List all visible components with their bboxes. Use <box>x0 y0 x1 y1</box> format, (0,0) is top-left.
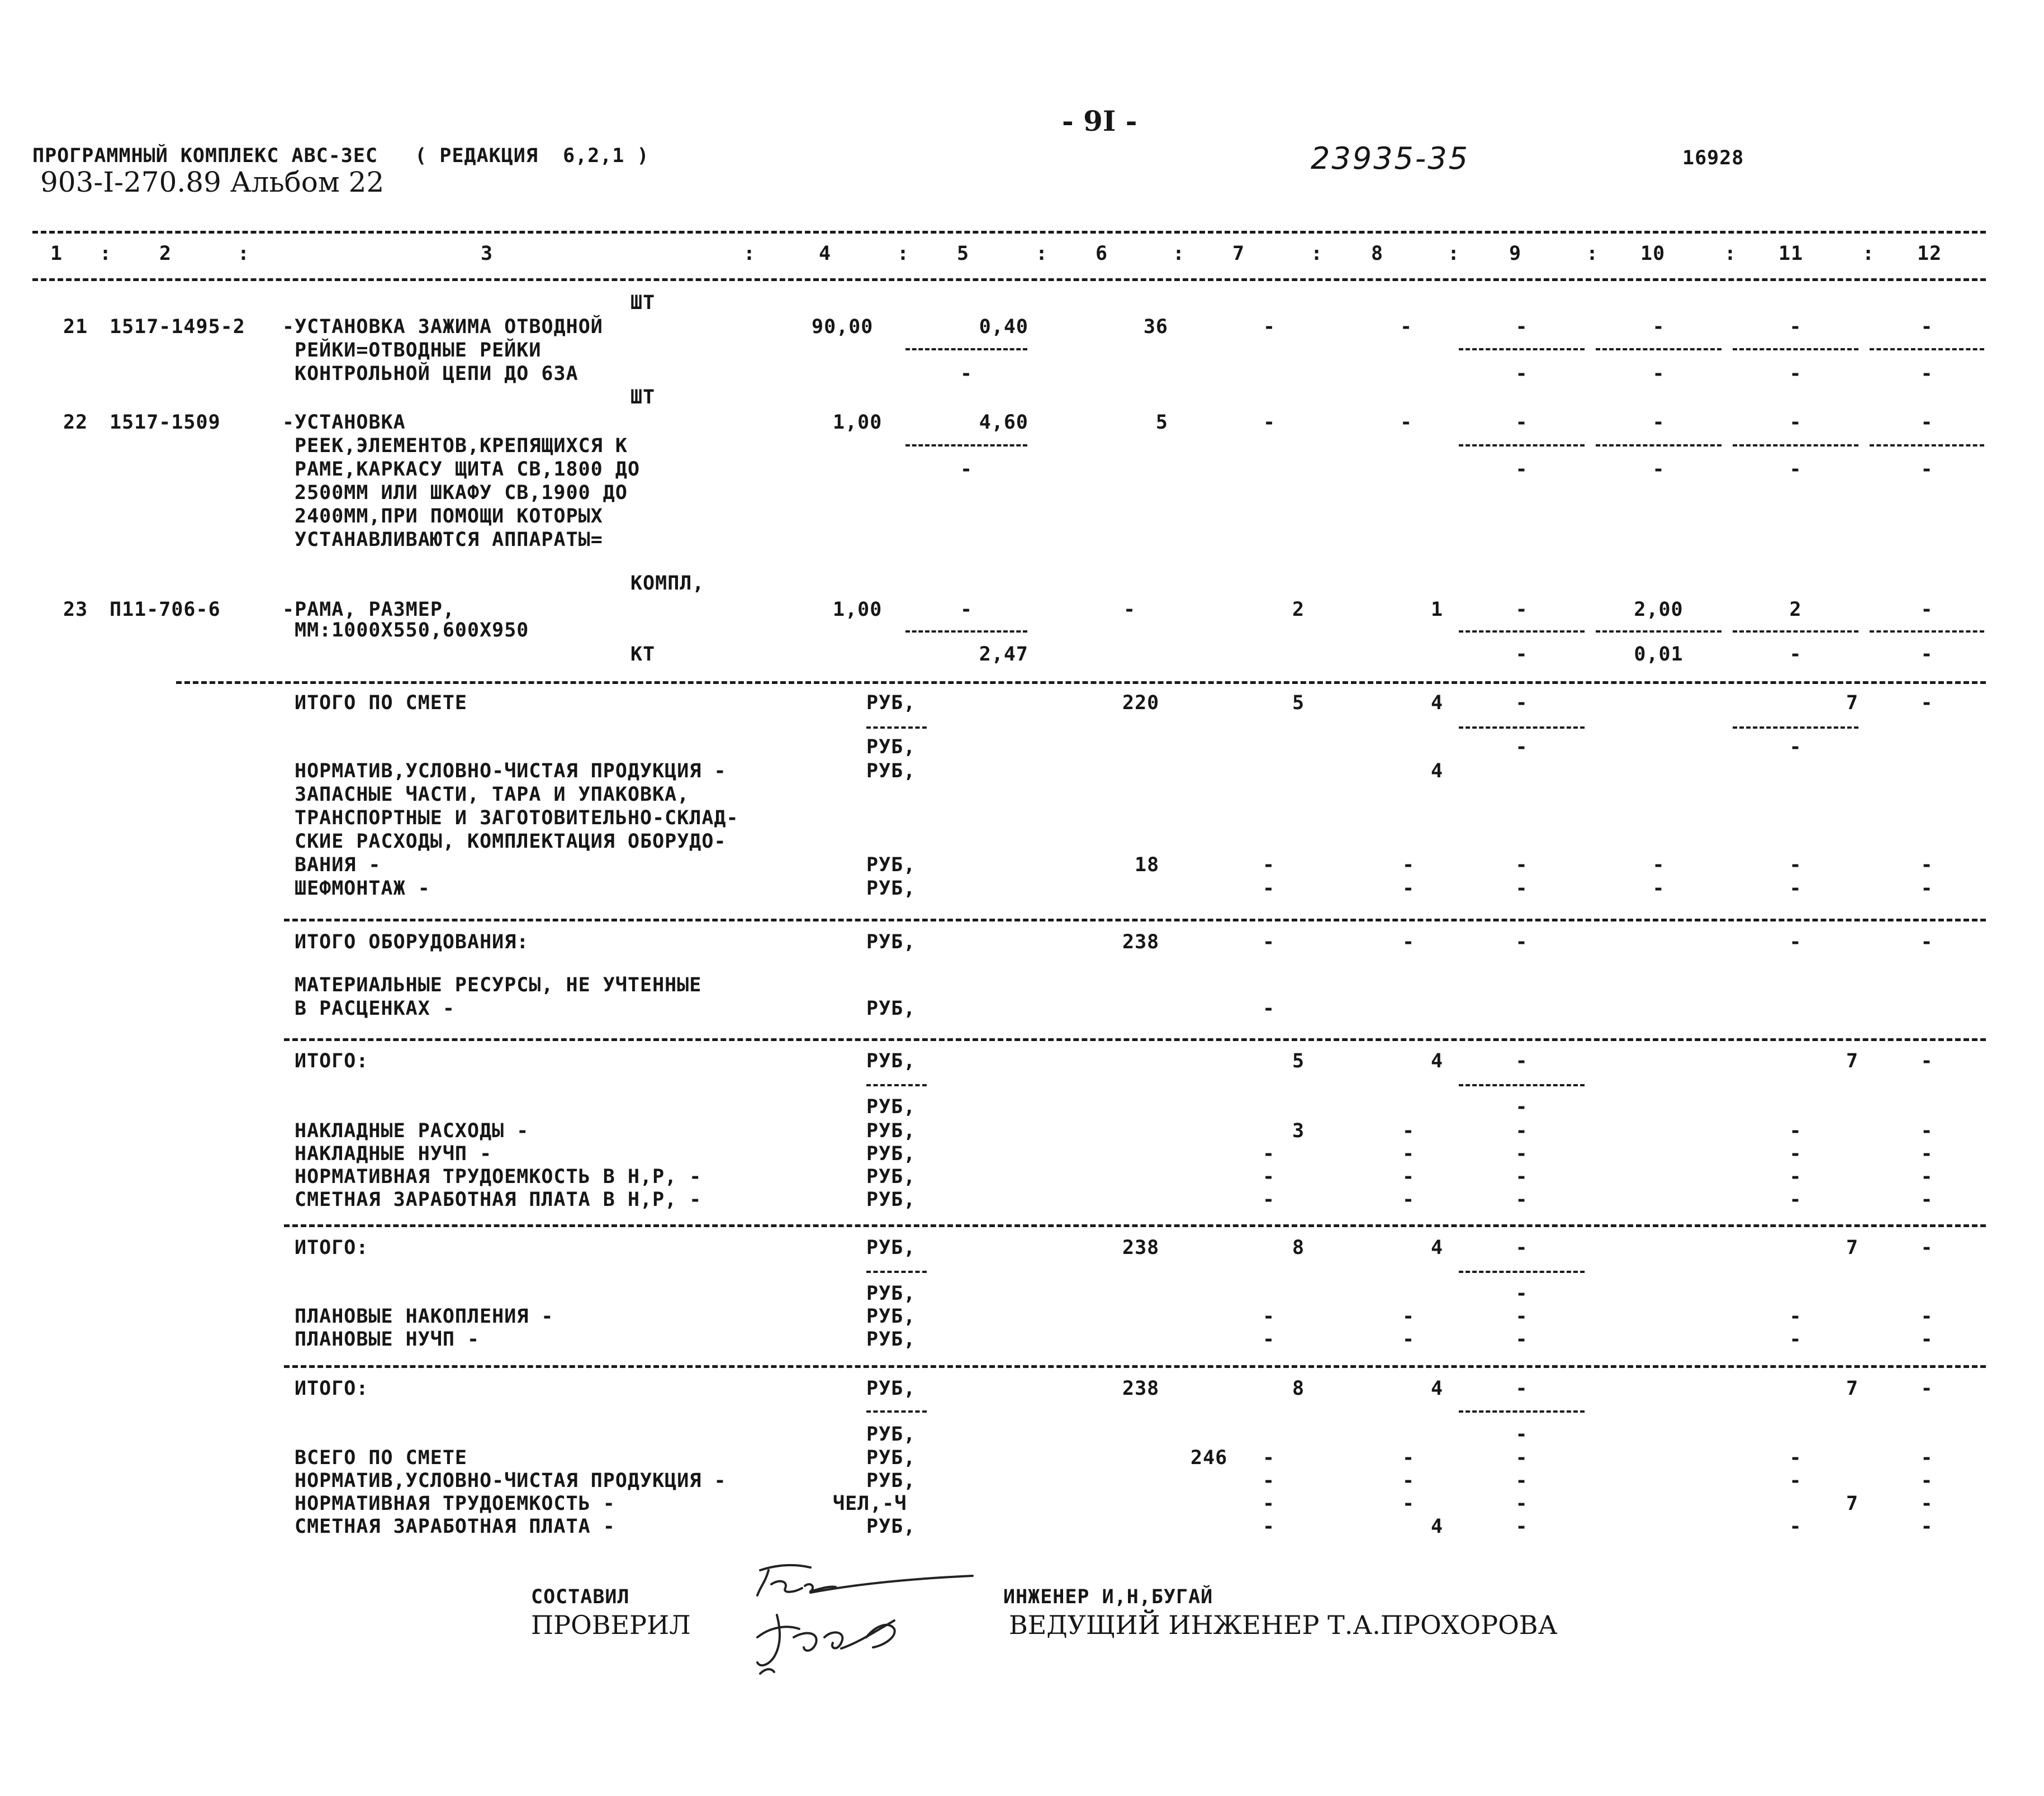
cell-divider <box>1733 348 1858 350</box>
summary-label: ИТОГО: <box>295 1377 369 1400</box>
cell-col9: - <box>1515 598 1528 621</box>
summary-unit: РУБ, <box>866 997 916 1020</box>
handwritten-signatures <box>727 1553 995 1693</box>
summary-value: - <box>1515 1493 1528 1515</box>
cell-col11-bottom: - <box>1789 458 1802 481</box>
summary-label: ИТОГО: <box>295 1050 369 1072</box>
summary-value: 5 <box>1292 692 1305 714</box>
item-description-line: ММ:1000Х550,600Х950 <box>295 619 529 642</box>
document-number: 23935-35 <box>1311 141 1469 176</box>
summary-value: - <box>1515 692 1528 714</box>
summary-value: 7 <box>1846 1493 1859 1515</box>
summary-unit: РУБ, <box>866 1120 916 1142</box>
cell-divider <box>1459 444 1585 446</box>
header-rule-bottom <box>32 278 1986 281</box>
cell-col12-bottom: - <box>1920 363 1933 385</box>
summary-label: СМЕТНАЯ ЗАРАБОТНАЯ ПЛАТА В Н,Р, - <box>295 1189 702 1211</box>
col-header: 1 <box>50 243 63 265</box>
summary-value: - <box>1789 877 1802 900</box>
cell-col11-bottom: - <box>1789 363 1802 385</box>
summary-unit: РУБ, <box>866 931 916 953</box>
summary-value: 4 <box>1431 1515 1444 1538</box>
summary-unit: РУБ, <box>866 1189 916 1211</box>
summary-label: ИТОГО ОБОРУДОВАНИЯ: <box>295 931 529 953</box>
item-quantity: 1,00 <box>833 598 883 621</box>
summary-value: - <box>1920 931 1933 953</box>
summary-value: 3 <box>1292 1120 1305 1142</box>
item-code: П11-706-6 <box>110 598 221 621</box>
summary-unit: РУБ, <box>866 1166 916 1188</box>
summary-value: - <box>1920 1328 1933 1351</box>
col-sep: : <box>1311 243 1324 265</box>
summary-value: - <box>1402 1493 1415 1515</box>
col-header: 10 <box>1640 243 1666 265</box>
summary-value: - <box>1789 1166 1802 1188</box>
summary-value: - <box>1789 1447 1802 1469</box>
cell-col7: - <box>1263 411 1276 434</box>
summary-label: НОРМАТИВНАЯ ТРУДОЕМКОСТЬ - <box>295 1493 615 1515</box>
summary-value: - <box>1515 1328 1528 1351</box>
summary-value: - <box>1515 1096 1528 1118</box>
summary-value: - <box>1515 1377 1528 1400</box>
summary-value: - <box>1789 1328 1802 1351</box>
summary-value: - <box>1402 1120 1415 1142</box>
cell-divider <box>905 630 1027 633</box>
col-sep: : <box>743 243 756 265</box>
section-rule <box>284 1038 1986 1041</box>
cell-col5-bottom: - <box>960 363 973 385</box>
summary-value: - <box>1402 1189 1415 1211</box>
summary-value: - <box>1515 1166 1528 1188</box>
col-header: 8 <box>1371 243 1384 265</box>
cell-divider <box>1733 726 1858 729</box>
summary-value: - <box>1515 1515 1528 1538</box>
cell-divider <box>1459 348 1585 350</box>
summary-label: ВАНИЯ - <box>295 854 381 876</box>
cell-col12: - <box>1920 598 1933 621</box>
summary-value: - <box>1515 736 1528 758</box>
item-description-line: -РАМА, РАЗМЕР, <box>282 598 456 621</box>
col-sep: : <box>238 243 250 265</box>
program-info: ПРОГРАММНЫЙ КОМПЛЕКС АВС-ЗЕС ( РЕДАКЦИЯ 6,2,1 ) <box>32 145 649 167</box>
summary-value: - <box>1262 1143 1275 1165</box>
col-sep: : <box>1862 243 1875 265</box>
summary-unit: ЧЕЛ,-Ч <box>833 1493 907 1515</box>
summary-value: 4 <box>1431 1377 1444 1400</box>
cell-col10-bottom: - <box>1652 458 1665 481</box>
cell-col5: 4,60 <box>979 411 1028 434</box>
cell-col11-bottom: - <box>1789 643 1802 666</box>
col-sep: : <box>1448 243 1460 265</box>
summary-label: ВСЕГО ПО СМЕТЕ <box>295 1447 468 1469</box>
summary-value: - <box>1402 854 1415 876</box>
summary-value: 4 <box>1431 1050 1444 1072</box>
cell-col8: - <box>1400 411 1413 434</box>
summary-value: - <box>1262 877 1275 900</box>
item-unit: ШТ <box>630 292 656 314</box>
summary-label: В РАСЦЕНКАХ - <box>295 997 455 1020</box>
section-rule <box>284 919 1986 921</box>
cell-divider <box>1870 630 1984 633</box>
summary-value: - <box>1920 1447 1933 1469</box>
summary-value: - <box>1402 931 1415 953</box>
summary-unit: РУБ, <box>866 1447 916 1469</box>
summary-value: - <box>1515 1050 1528 1072</box>
cell-col5: - <box>960 598 973 621</box>
cell-col11: - <box>1789 316 1802 338</box>
summary-label: ТРАНСПОРТНЫЕ И ЗАГОТОВИТЕЛЬНО-СКЛАД- <box>295 807 739 829</box>
item-unit: КОМПЛ, <box>630 572 705 595</box>
summary-value: - <box>1402 1143 1415 1165</box>
summary-unit: РУБ, <box>866 1423 916 1446</box>
summary-label: НАКЛАДНЫЕ НУЧП - <box>295 1143 492 1165</box>
summary-unit: РУБ, <box>866 736 916 758</box>
col-sep: : <box>1586 243 1599 265</box>
cell-col7: 2 <box>1292 598 1305 621</box>
summary-value: - <box>1262 1328 1275 1351</box>
summary-label: ИТОГО ПО СМЕТЕ <box>295 692 468 714</box>
cell-col12: - <box>1920 316 1933 338</box>
cell-col8: 1 <box>1431 598 1444 621</box>
summary-label: НОРМАТИВ,УСЛОВНО-ЧИСТАЯ ПРОДУКЦИЯ - <box>295 1470 727 1492</box>
col-sep: : <box>99 243 112 265</box>
summary-value: - <box>1789 854 1802 876</box>
cell-divider <box>1733 444 1858 446</box>
summary-label: ЗАПАСНЫЕ ЧАСТИ, ТАРА И УПАКОВКА, <box>295 783 690 806</box>
summary-value: - <box>1789 736 1802 758</box>
col-header: 12 <box>1917 243 1942 265</box>
summary-value: - <box>1262 1447 1275 1469</box>
summary-value: 220 <box>1122 692 1160 714</box>
cell-col9: - <box>1515 411 1528 434</box>
cell-col7: - <box>1263 316 1276 338</box>
summary-value: - <box>1789 1515 1802 1538</box>
checked-by: ВЕДУЩИЙ ИНЖЕНЕР Т.А.ПРОХОРОВА <box>1009 1610 1558 1640</box>
summary-unit: РУБ, <box>866 1282 916 1305</box>
summary-value: 238 <box>1122 931 1160 953</box>
item-number: 22 <box>63 411 88 434</box>
summary-label: МАТЕРИАЛЬНЫЕ РЕСУРСЫ, НЕ УЧТЕННЫЕ <box>295 974 702 996</box>
summary-value: - <box>1262 931 1275 953</box>
col-sep: : <box>897 243 910 265</box>
summary-value: - <box>1262 1305 1275 1328</box>
summary-label: СМЕТНАЯ ЗАРАБОТНАЯ ПЛАТА - <box>295 1515 615 1538</box>
summary-value: - <box>1402 1470 1415 1492</box>
summary-label: НАКЛАДНЫЕ РАСХОДЫ - <box>295 1120 529 1142</box>
col-header: 7 <box>1232 243 1245 265</box>
summary-value: 18 <box>1135 854 1160 876</box>
summary-value: 5 <box>1292 1050 1305 1072</box>
summary-value: - <box>1920 1050 1933 1072</box>
summary-label: НОРМАТИВНАЯ ТРУДОЕМКОСТЬ В Н,Р, - <box>295 1166 702 1188</box>
album-label: 903-I-270.89 Альбом 22 <box>40 166 385 198</box>
page-number: - 9I - <box>1062 104 1137 137</box>
summary-value: - <box>1262 1515 1275 1538</box>
summary-value: 7 <box>1846 1050 1859 1072</box>
compiled-by: ИНЖЕНЕР И,Н,БУГАЙ <box>1003 1586 1213 1608</box>
summary-unit: РУБ, <box>866 1377 916 1400</box>
summary-label: ШЕФМОНТАЖ - <box>295 877 430 900</box>
summary-value: - <box>1920 1120 1933 1142</box>
summary-unit: РУБ, <box>866 1470 916 1492</box>
cell-col9: - <box>1515 316 1528 338</box>
cell-divider <box>1870 444 1984 446</box>
summary-value: 7 <box>1846 1237 1859 1259</box>
summary-value: - <box>1402 1447 1415 1469</box>
cell-col10-bottom: 0,01 <box>1634 643 1683 666</box>
summary-label: ПЛАНОВЫЕ НУЧП - <box>295 1328 480 1351</box>
cell-col5-bottom: - <box>960 458 973 481</box>
col-header: 4 <box>819 243 832 265</box>
summary-value: 8 <box>1292 1237 1305 1259</box>
summary-unit: РУБ, <box>866 1096 916 1118</box>
summary-value: - <box>1402 1166 1415 1188</box>
cell-divider <box>1459 726 1585 729</box>
cell-divider <box>1870 348 1984 350</box>
cell-col6: 36 <box>1143 316 1168 338</box>
item-description-line: РЕЙКИ=ОТВОДНЫЕ РЕЙКИ <box>295 339 542 362</box>
section-rule <box>284 1224 1986 1227</box>
summary-value: - <box>1515 1305 1528 1328</box>
summary-value: - <box>1920 692 1933 714</box>
summary-value: - <box>1789 1189 1802 1211</box>
summary-value: - <box>1920 1166 1933 1188</box>
summary-value: - <box>1515 1237 1528 1259</box>
summary-value: - <box>1262 997 1275 1020</box>
summary-value: - <box>1262 854 1275 876</box>
summary-value: 238 <box>1122 1377 1160 1400</box>
summary-value: - <box>1402 1328 1415 1351</box>
compiled-label: СОСТАВИЛ <box>531 1586 630 1608</box>
summary-unit: РУБ, <box>866 854 916 876</box>
summary-label: СКИЕ РАСХОДЫ, КОМПЛЕКТАЦИЯ ОБОРУДО- <box>295 830 727 853</box>
item-description-line: КОНТРОЛЬНОЙ ЦЕПИ ДО 63А <box>295 363 578 385</box>
summary-unit: РУБ, <box>866 1050 916 1072</box>
summary-value: - <box>1652 854 1665 876</box>
section-rule <box>284 1365 1986 1368</box>
summary-value: - <box>1789 1143 1802 1165</box>
item-code: 1517-1509 <box>110 411 221 434</box>
summary-value: 4 <box>1431 760 1444 782</box>
cell-col10-bottom: - <box>1652 363 1665 385</box>
summary-value: - <box>1920 1470 1933 1492</box>
col-header: 6 <box>1095 243 1108 265</box>
summary-value: - <box>1789 1470 1802 1492</box>
col-sep: : <box>1173 243 1185 265</box>
summary-value: - <box>1515 877 1528 900</box>
cell-col11: - <box>1789 411 1802 434</box>
summary-value: - <box>1515 1470 1528 1492</box>
cell-divider <box>1733 630 1858 633</box>
section-rule <box>176 681 1986 684</box>
col-header: 5 <box>957 243 970 265</box>
summary-value: 8 <box>1292 1377 1305 1400</box>
cell-col5: 0,40 <box>979 316 1028 338</box>
cell-divider <box>905 348 1027 350</box>
cell-col10: - <box>1652 411 1665 434</box>
summary-unit: РУБ, <box>866 1237 916 1259</box>
summary-value: - <box>1789 1305 1802 1328</box>
cell-divider <box>1596 630 1721 633</box>
summary-unit: РУБ, <box>866 1305 916 1328</box>
summary-value: - <box>1515 1143 1528 1165</box>
item-unit-secondary: КТ <box>630 643 656 666</box>
cell-divider <box>1459 630 1585 633</box>
summary-value: - <box>1920 1305 1933 1328</box>
cell-divider <box>1596 444 1721 446</box>
cell-divider <box>1459 1410 1585 1413</box>
col-sep: : <box>1036 243 1049 265</box>
summary-value: - <box>1262 1189 1275 1211</box>
item-quantity: 1,00 <box>833 411 883 434</box>
cell-col12: - <box>1920 411 1933 434</box>
summary-value: 4 <box>1431 1237 1444 1259</box>
summary-value: - <box>1920 1189 1933 1211</box>
summary-value: 246 <box>1191 1447 1228 1469</box>
summary-value: - <box>1920 854 1933 876</box>
item-description-line: РАМЕ,КАРКАСУ ЩИТА СВ,1800 ДО <box>295 458 641 481</box>
summary-value: 4 <box>1431 692 1444 714</box>
summary-unit: РУБ, <box>866 1515 916 1538</box>
cell-divider <box>1459 1084 1585 1086</box>
cell-divider <box>866 1410 927 1413</box>
document-code: 16928 <box>1682 147 1744 169</box>
cell-divider <box>1459 1271 1585 1273</box>
col-header: 11 <box>1779 243 1804 265</box>
summary-value: - <box>1515 1423 1528 1446</box>
summary-value: - <box>1515 1447 1528 1469</box>
cell-col12-bottom: - <box>1920 643 1933 666</box>
cell-col9-bottom: - <box>1515 643 1528 666</box>
summary-unit: РУБ, <box>866 1143 916 1165</box>
cell-col5-bottom: 2,47 <box>979 643 1028 666</box>
item-code: 1517-1495-2 <box>110 316 245 338</box>
item-description-line: 2400ММ,ПРИ ПОМОЩИ КОТОРЫХ <box>295 505 603 528</box>
summary-value: - <box>1515 931 1528 953</box>
summary-value: - <box>1920 1377 1933 1400</box>
item-description-line: РЕЕК,ЭЛЕМЕНТОВ,КРЕПЯЩИХСЯ К <box>295 435 628 457</box>
summary-unit: РУБ, <box>866 1328 916 1351</box>
summary-value: - <box>1920 1515 1933 1538</box>
summary-value: - <box>1515 1282 1528 1305</box>
summary-value: - <box>1920 877 1933 900</box>
summary-value: 7 <box>1846 1377 1859 1400</box>
summary-value: - <box>1920 1237 1933 1259</box>
item-unit: ШТ <box>630 386 656 408</box>
summary-value: 7 <box>1846 692 1859 714</box>
summary-value: - <box>1402 1305 1415 1328</box>
item-quantity: 90,00 <box>812 316 874 338</box>
cell-divider <box>1596 348 1721 350</box>
cell-col12-bottom: - <box>1920 458 1933 481</box>
item-number: 23 <box>63 598 88 621</box>
summary-value: - <box>1515 854 1528 876</box>
summary-value: - <box>1262 1493 1275 1515</box>
checked-label: ПРОВЕРИЛ <box>531 1610 691 1640</box>
summary-value: - <box>1262 1166 1275 1188</box>
cell-divider <box>905 444 1027 446</box>
summary-value: - <box>1515 1120 1528 1142</box>
header-rule-top <box>32 231 1986 234</box>
cell-col11: 2 <box>1789 598 1802 621</box>
cell-col6: 5 <box>1155 411 1168 434</box>
cell-col10: 2,00 <box>1634 598 1683 621</box>
summary-value: - <box>1789 1120 1802 1142</box>
summary-value: - <box>1652 877 1665 900</box>
cell-divider <box>866 1271 927 1273</box>
summary-value: - <box>1920 1143 1933 1165</box>
item-description-line: 2500ММ ИЛИ ШКАФУ СВ,1900 ДО <box>295 482 628 504</box>
cell-col9-bottom: - <box>1515 363 1528 385</box>
cell-col10: - <box>1652 316 1665 338</box>
summary-unit: РУБ, <box>866 692 916 714</box>
cell-col8: - <box>1400 316 1413 338</box>
summary-value: - <box>1515 1189 1528 1211</box>
summary-unit: РУБ, <box>866 760 916 782</box>
summary-value: - <box>1789 931 1802 953</box>
item-number: 21 <box>63 316 88 338</box>
cell-col6: - <box>1123 598 1136 621</box>
col-header: 3 <box>481 243 494 265</box>
item-description-line: УСТАНАВЛИВАЮТСЯ АППАРАТЫ= <box>295 529 603 551</box>
summary-unit: РУБ, <box>866 877 916 900</box>
summary-value: - <box>1920 1493 1933 1515</box>
cell-divider <box>866 726 927 729</box>
col-header: 2 <box>159 243 172 265</box>
item-description-line: -УСТАНОВКА <box>282 411 406 434</box>
cell-col9-bottom: - <box>1515 458 1528 481</box>
summary-label: ИТОГО: <box>295 1237 369 1259</box>
summary-value: 238 <box>1122 1237 1160 1259</box>
summary-value: - <box>1262 1470 1275 1492</box>
summary-label: НОРМАТИВ,УСЛОВНО-ЧИСТАЯ ПРОДУКЦИЯ - <box>295 760 727 782</box>
summary-label: ПЛАНОВЫЕ НАКОПЛЕНИЯ - <box>295 1305 554 1328</box>
summary-value: - <box>1402 877 1415 900</box>
cell-divider <box>866 1084 927 1086</box>
col-sep: : <box>1724 243 1737 265</box>
col-header: 9 <box>1509 243 1522 265</box>
item-description-line: -УСТАНОВКА ЗАЖИМА ОТВОДНОЙ <box>282 316 603 338</box>
